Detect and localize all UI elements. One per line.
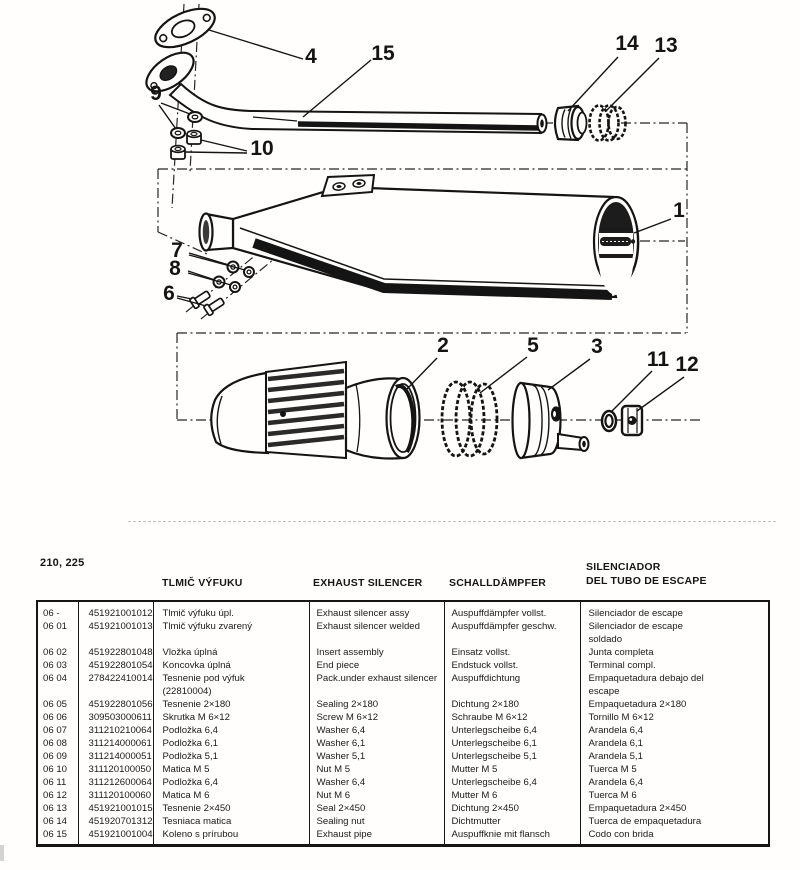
cell-spanish: soldado: [580, 633, 769, 646]
cell-english: Washer 6,4: [309, 776, 444, 789]
cell-ref: 06 02: [43, 647, 68, 658]
cell-ref: 06 03: [43, 660, 68, 671]
coil-seal-drawing: [442, 382, 497, 456]
sealing-nut-drawing: [555, 106, 587, 140]
cell-ref: 06 05: [43, 699, 68, 710]
cell-english: Sealing 2×180: [309, 698, 444, 711]
table-row: [37, 633, 769, 646]
cell-english: Screw M 6×12: [309, 711, 444, 724]
nut-drawing: [187, 131, 201, 144]
cell-ref: [37, 633, 78, 646]
cell-ref: 06 07: [43, 725, 68, 736]
cell-german: Einsatz vollst.: [444, 646, 580, 659]
cell-part_number: 451921001012: [78, 601, 153, 620]
cell-spanish: Codo con brida: [580, 828, 769, 846]
cell-german: Endstuck vollst.: [444, 659, 580, 672]
part-label-14: 14: [615, 32, 639, 55]
cell-german: Auspuffdichtung: [444, 672, 580, 685]
cell-german: Auspuffdämpfer vollst.: [444, 601, 580, 620]
table-row: [37, 620, 769, 633]
cell-german: Dichtmutter: [444, 815, 580, 828]
cell-part_number: [78, 685, 153, 698]
silencer-body-drawing: [200, 175, 639, 297]
cell-english: Exhaust silencer assy: [309, 601, 444, 620]
cell-german: [444, 685, 580, 698]
seal-rings-drawing: [590, 106, 626, 141]
parts-table: [36, 600, 770, 847]
cell-spanish: Empaquetadura 2×180: [580, 698, 769, 711]
end-hardware-drawing: [602, 406, 642, 435]
cell-spanish: Terminal compl.: [580, 659, 769, 672]
cell-spanish: Silenciador de escape: [580, 601, 769, 620]
header-spanish-line1: SILENCIADOR: [586, 561, 661, 573]
cell-ref: 06 04: [43, 673, 68, 684]
table-row: [37, 750, 769, 763]
cell-spanish: Arandela 6,4: [580, 776, 769, 789]
cell-slovak: [153, 633, 309, 646]
header-english: EXHAUST SILENCER: [313, 577, 423, 589]
cell-german: Dichtung 2×180: [444, 698, 580, 711]
gasket-drawing: [150, 1, 221, 55]
cell-ref: 06 -: [43, 608, 60, 619]
part-label-12: 12: [675, 353, 699, 376]
cell-slovak: (22810004): [153, 685, 309, 698]
parts-table-body: [37, 601, 769, 846]
cell-english: Washer 6,1: [309, 737, 444, 750]
cell-german: Auspuffdämpfer geschw.: [444, 620, 580, 633]
cell-slovak: Podložka 6,1: [153, 737, 309, 750]
cell-spanish: Tuerca M 6: [580, 789, 769, 802]
cell-spanish: Junta completa: [580, 646, 769, 659]
part-label-6: 6: [163, 282, 175, 305]
cell-spanish: Arandela 6,1: [580, 737, 769, 750]
cell-spanish: Tornillo M 6×12: [580, 711, 769, 724]
part-label-4: 4: [305, 45, 317, 68]
cell-part_number: 311210210064: [78, 724, 153, 737]
cell-part_number: 311212600064: [78, 776, 153, 789]
cell-english: [309, 685, 444, 698]
cell-ref: 06 15: [43, 829, 68, 840]
cell-german: Dichtung 2×450: [444, 802, 580, 815]
cell-german: [444, 633, 580, 646]
table-row: [37, 789, 769, 802]
cell-part_number: [78, 633, 153, 646]
cell-german: Unterlegscheibe 6,1: [444, 737, 580, 750]
cell-slovak: Tesnenie 2×180: [153, 698, 309, 711]
part-label-9: 9: [150, 82, 162, 105]
cell-part_number: 451922801054: [78, 659, 153, 672]
cell-slovak: Koleno s prírubou: [153, 828, 309, 846]
cell-slovak: Matica M 6: [153, 789, 309, 802]
table-row: [37, 763, 769, 776]
table-row: [37, 711, 769, 724]
cell-part_number: 278422410014: [78, 672, 153, 685]
cell-part_number: 311120100050: [78, 763, 153, 776]
cell-english: Washer 6,4: [309, 724, 444, 737]
part-label-15: 15: [371, 42, 395, 65]
cell-english: Exhaust pipe: [309, 828, 444, 846]
cell-ref: [37, 685, 78, 698]
cell-slovak: Tesniaca matica: [153, 815, 309, 828]
nut-drawing: [171, 146, 185, 159]
cell-spanish: Empaquetadura 2×450: [580, 802, 769, 815]
cell-german: Unterlegscheibe 6,4: [444, 724, 580, 737]
insert-assembly-drawing: [211, 362, 419, 459]
table-row: [37, 776, 769, 789]
part-label-13: 13: [654, 34, 678, 57]
header-german: SCHALLDÄMPFER: [449, 577, 547, 589]
table-row: [37, 685, 769, 698]
cell-part_number: 311120100060: [78, 789, 153, 802]
cell-spanish: Arandela 5,1: [580, 750, 769, 763]
cell-part_number: 451922801048: [78, 646, 153, 659]
table-row: [37, 802, 769, 815]
part-label-11: 11: [646, 348, 670, 371]
bracket-drawing: [322, 175, 374, 196]
cell-part_number: 451922801056: [78, 698, 153, 711]
cell-slovak: Tesnenie 2×450: [153, 802, 309, 815]
header-spanish: [586, 561, 707, 588]
cell-slovak: Podložka 6,4: [153, 724, 309, 737]
cell-slovak: Tlmič výfuku úpl.: [153, 601, 309, 620]
cell-german: Mutter M 5: [444, 763, 580, 776]
table-row: [37, 698, 769, 711]
cell-german: Unterlegscheibe 6,4: [444, 776, 580, 789]
model-codes: 210, 225: [40, 557, 85, 569]
cell-slovak: Matica M 5: [153, 763, 309, 776]
cell-slovak: Skrutka M 6×12: [153, 711, 309, 724]
cell-english: Insert assembly: [309, 646, 444, 659]
part-label-1: 1: [673, 199, 685, 222]
cell-english: End piece: [309, 659, 444, 672]
table-row: [37, 815, 769, 828]
cell-german: Mutter M 6: [444, 789, 580, 802]
cell-ref: 06 14: [43, 816, 68, 827]
table-row: [37, 672, 769, 685]
table-row: [37, 601, 769, 620]
cell-ref: 06 12: [43, 790, 68, 801]
cell-ref: 06 06: [43, 712, 68, 723]
scan-artifact-mark: [0, 845, 4, 861]
cell-slovak: Podložka 6,4: [153, 776, 309, 789]
header-spanish-line2: DEL TUBO DE ESCAPE: [586, 574, 707, 587]
cell-german: Unterlegscheibe 5,1: [444, 750, 580, 763]
cell-ref: 06 10: [43, 764, 68, 775]
cell-part_number: 309503000611: [78, 711, 153, 724]
cell-english: Pack.under exhaust silencer: [309, 672, 444, 685]
part-label-10: 10: [250, 137, 274, 160]
cell-ref: 06 01: [43, 621, 68, 632]
cell-english: Nut M 6: [309, 789, 444, 802]
part-label-5: 5: [527, 334, 539, 357]
cell-part_number: 451921001004: [78, 828, 153, 846]
cell-part_number: 451921001013: [78, 620, 153, 633]
cell-spanish: Silenciador de escape: [580, 620, 769, 633]
table-row: [37, 828, 769, 846]
cell-english: Sealing nut: [309, 815, 444, 828]
cell-english: Nut M 5: [309, 763, 444, 776]
table-row: [37, 724, 769, 737]
cell-ref: 06 11: [43, 777, 67, 788]
part-label-8: 8: [169, 257, 181, 280]
cell-german: Schraube M 6×12: [444, 711, 580, 724]
cell-spanish: Tuerca M 5: [580, 763, 769, 776]
cell-spanish: escape: [580, 685, 769, 698]
table-row: [37, 737, 769, 750]
cell-english: Exhaust silencer welded: [309, 620, 444, 633]
cell-slovak: Koncovka úplná: [153, 659, 309, 672]
cell-part_number: 311214000061: [78, 737, 153, 750]
table-row: [37, 646, 769, 659]
cell-ref: 06 08: [43, 738, 68, 749]
cell-slovak: Podložka 5,1: [153, 750, 309, 763]
table-row: [37, 659, 769, 672]
cell-ref: 06 09: [43, 751, 68, 762]
header-slovak: TLMIČ VÝFUKU: [162, 577, 243, 589]
cell-slovak: Tesnenie pod výfuk: [153, 672, 309, 685]
cell-spanish: Arandela 6,4: [580, 724, 769, 737]
cell-spanish: Empaquetadura debajo del: [580, 672, 769, 685]
part-label-2: 2: [437, 334, 449, 357]
cell-slovak: Tlmič výfuku zvarený: [153, 620, 309, 633]
scan-artifact-line: [128, 521, 776, 522]
cell-english: [309, 633, 444, 646]
part-label-3: 3: [591, 335, 603, 358]
cell-part_number: 451921001015: [78, 802, 153, 815]
cell-part_number: 311214000051: [78, 750, 153, 763]
cell-german: Auspuffknie mit flansch: [444, 828, 580, 846]
cell-english: Washer 5,1: [309, 750, 444, 763]
cell-spanish: Tuerca de empaquetadura: [580, 815, 769, 828]
cell-slovak: Vložka úplná: [153, 646, 309, 659]
part-label-7: 7: [171, 239, 183, 262]
cell-english: Seal 2×450: [309, 802, 444, 815]
cell-ref: 06 13: [43, 803, 68, 814]
cell-part_number: 451920701312: [78, 815, 153, 828]
